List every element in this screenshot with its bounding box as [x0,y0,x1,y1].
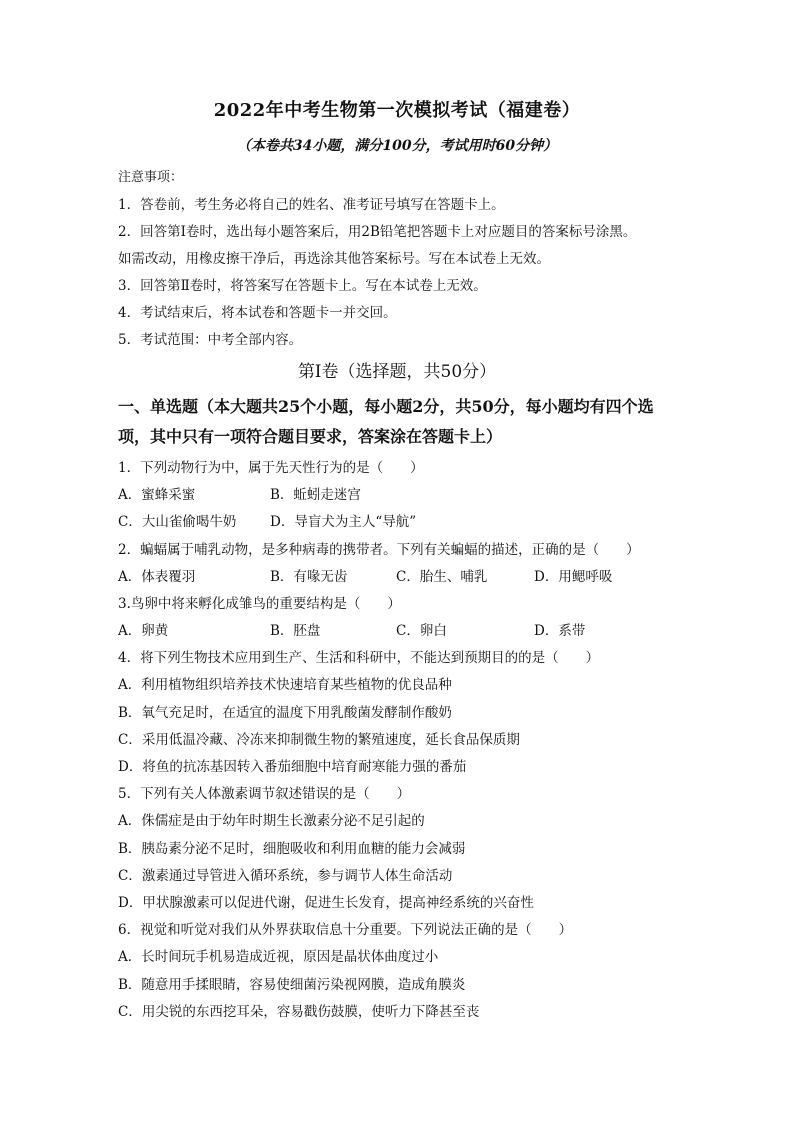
exam-title: 2022年中考生物第一次模拟考试（福建卷） [213,100,581,121]
question-stem: 3.鸟卵中将来孵化成雏鸟的重要结构是（ ） [118,596,401,612]
option: B．随意用手揉眼睛，容易使细菌污染视网膜，造成角膜炎 [118,977,466,993]
option: D．用鳃呼吸 [534,569,613,585]
option: A．侏儒症是由于幼年时期生长激素分泌不足引起的 [118,813,425,829]
option: C．用尖锐的东西挖耳朵，容易戳伤鼓膜，使听力下降甚至丧 [118,1004,480,1020]
question-stem: 4．将下列生物技术应用到生产、生活和科研中，不能达到预期目的的是（ ） [118,650,600,666]
option: A．体表覆羽 [118,569,196,585]
note-item: 3．回答第Ⅱ卷时，将答案写在答题卡上。写在本试卷上无效。 [118,278,487,294]
note-item: 2．回答第Ⅰ卷时，选出每小题答案后，用2B铅笔把答题卡上对应题目的答案标号涂黑。 [118,224,637,240]
option: B．胰岛素分泌不足时，细胞吸收和利用血糖的能力会减弱 [118,841,466,857]
option: B．有喙无齿 [270,569,348,585]
option: D．甲状腺激素可以促进代谢，促进生长发育，提高神经系统的兴奋性 [118,895,534,911]
option: A．长时间玩手机易造成近视，原因是晶状体曲度过小 [118,949,439,965]
option: D．系带 [534,623,586,639]
option: D．将鱼的抗冻基因转入番茄细胞中培育耐寒能力强的番茄 [118,759,467,775]
option: A．卵黄 [118,623,169,639]
note-item: 1．答卷前，考生务必将自己的姓名、准考证号填写在答题卡上。 [118,197,505,213]
section-heading: 一、单选题（本大题共25个小题，每小题2分，共50分，每小题均有四个选 [118,397,654,416]
notes-heading: 注意事项： [118,170,184,185]
option: D．导盲犬为主人“导航” [270,514,417,530]
question-stem: 2．蝙蝠属于哺乳动物，是多种病毒的携带者。下列有关蝙蝠的描述，正确的是（ ） [118,542,640,558]
option-row [118,619,678,639]
note-item: 4．考试结束后，将本试卷和答题卡一并交回。 [118,305,397,321]
exam-subtitle: （本卷共34小题，满分100分，考试用时60分钟） [236,138,558,154]
option: C．大山雀偷喝牛奶 [118,514,237,530]
part-title: 第Ⅰ卷（选择题，共50分） [297,362,497,382]
option: C．卵白 [396,623,447,639]
note-item: 5．考试范围：中考全部内容。 [118,332,303,348]
option: C．激素通过导管进入循环系统，参与调节人体生命活动 [118,868,453,884]
option: B．氧气充足时，在适宜的温度下用乳酸菌发酵制作酸奶 [118,705,452,721]
option-row [118,483,678,503]
option: C．采用低温冷藏、冷冻来抑制微生物的繁殖速度，延长食品保质期 [118,732,520,748]
section-heading-cont: 项，其中只有一项符合题目要求，答案涂在答题卡上） [118,427,503,446]
option: A．利用植物组织培养技术快速培育某些植物的优良品种 [118,677,452,693]
option-row [118,565,678,585]
question-stem: 5．下列有关人体激素调节叙述错误的是（ ） [118,786,411,802]
option-row [118,510,678,530]
option: B．胚盘 [270,623,321,639]
option: B．蚯蚓走迷宫 [270,487,361,503]
option: C．胎生、哺乳 [396,569,488,585]
question-stem: 6．视觉和听觉对我们从外界获取信息十分重要。下列说法正确的是（ ） [118,922,573,938]
note-item: 如需改动，用橡皮擦干净后，再选涂其他答案标号。写在本试卷上无效。 [118,251,550,267]
question-stem: 1．下列动物行为中，属于先天性行为的是（ ） [118,460,424,476]
option: A．蜜蜂采蜜 [118,487,196,503]
